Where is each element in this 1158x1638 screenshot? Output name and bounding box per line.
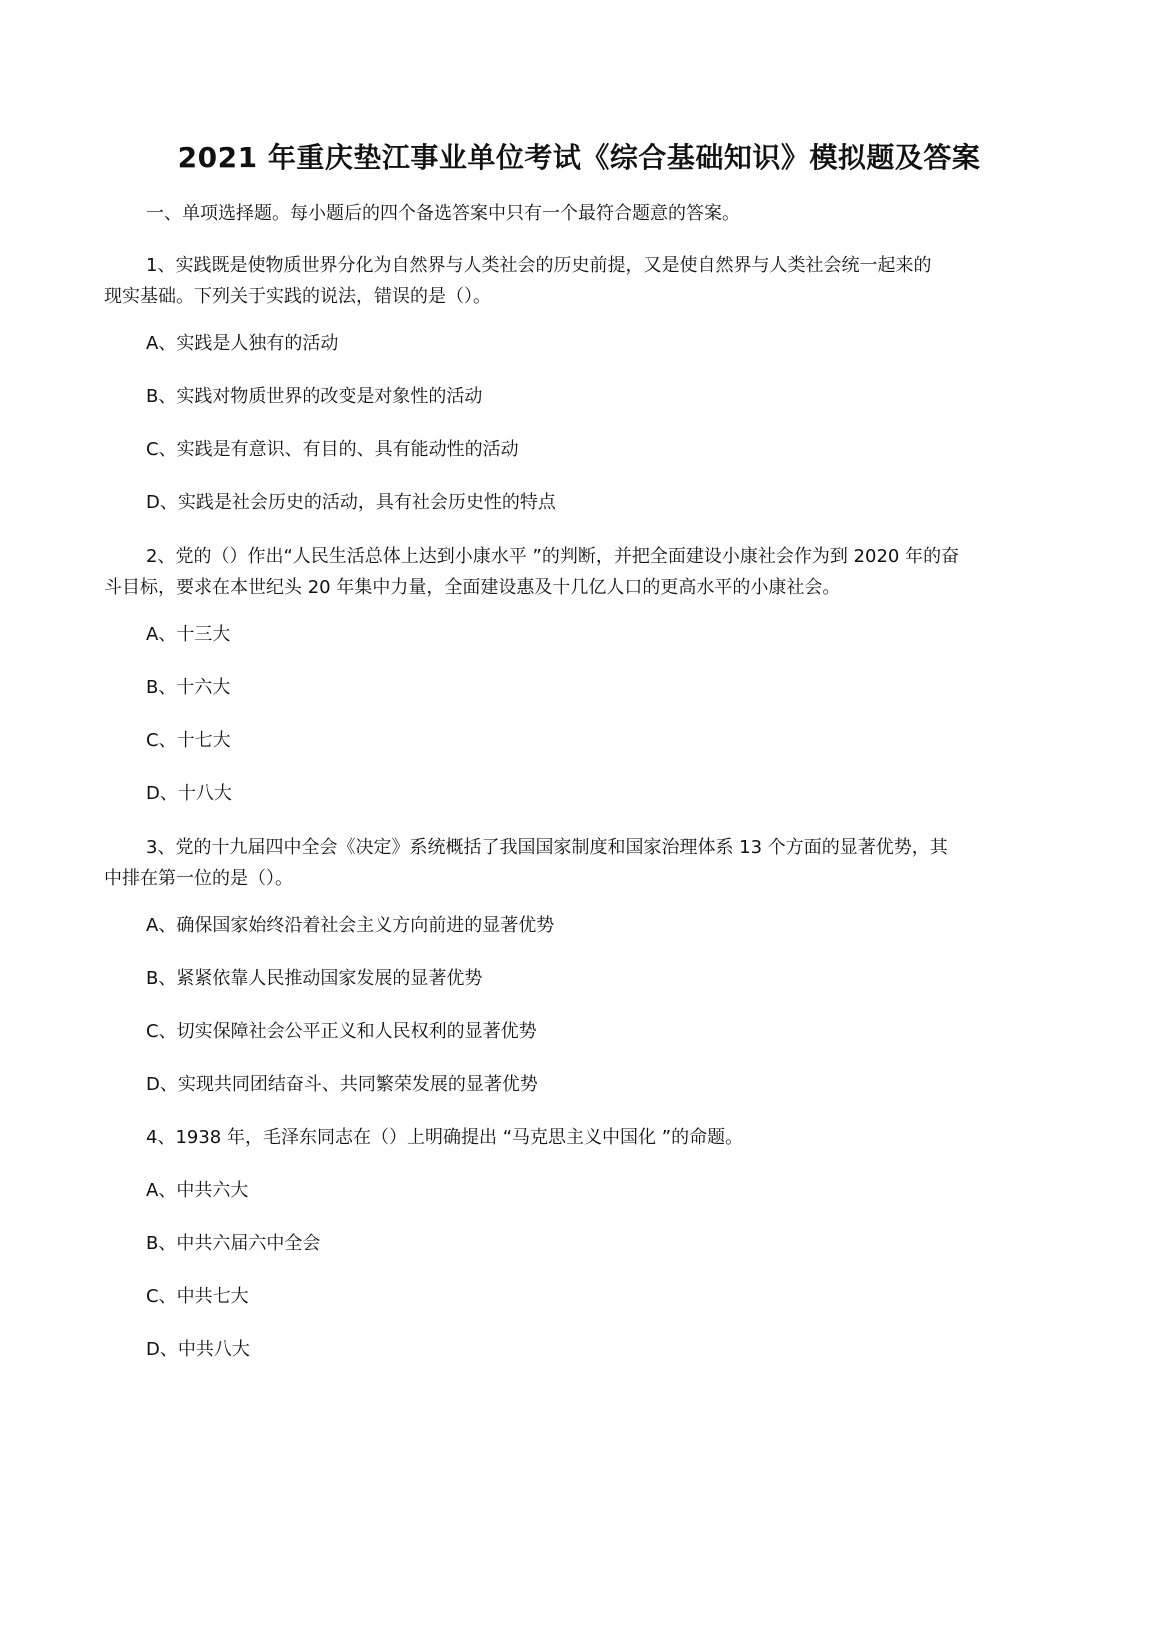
question-4-option-c: C、中共七大 bbox=[146, 1286, 249, 1307]
question-1-option-a: A、实践是人独有的活动 bbox=[146, 333, 339, 354]
question-3-line-2: 中排在第一位的是（）。 bbox=[104, 868, 293, 889]
question-2-option-a: A、十三大 bbox=[146, 624, 231, 645]
question-3-option-a: A、确保国家始终沿着社会主义方向前进的显著优势 bbox=[146, 915, 555, 936]
question-4-option-b: B、中共六届六中全会 bbox=[146, 1233, 321, 1254]
question-1-line-2: 现实基础。下列关于实践的说法，错误的是（）。 bbox=[104, 286, 491, 307]
question-2-option-c: C、十七大 bbox=[146, 730, 231, 751]
question-1-stem bbox=[104, 250, 1054, 312]
question-3-option-d: D、实现共同团结奋斗、共同繁荣发展的显著优势 bbox=[146, 1074, 538, 1095]
question-4-option-a: A、中共六大 bbox=[146, 1180, 249, 1201]
question-2-line-1: 2、党的（）作出“人民生活总体上达到小康水平 ”的判断，并把全面建设小康社会作为到 2020 年的奋 bbox=[146, 546, 960, 567]
question-4-option-d: D、中共八大 bbox=[146, 1339, 250, 1360]
question-2-option-d: D、十八大 bbox=[146, 783, 232, 804]
question-1-option-c: C、实践是有意识、有目的、具有能动性的活动 bbox=[146, 439, 519, 460]
document-title: 2021 年重庆垫江事业单位考试《综合基础知识》模拟题及答案 bbox=[177, 141, 981, 174]
question-2-line-2: 斗目标，要求在本世纪头 20 年集中力量，全面建设惠及十几亿人口的更高水平的小康社会。 bbox=[104, 577, 841, 598]
question-3-option-c: C、切实保障社会公平正义和人民权利的显著优势 bbox=[146, 1021, 537, 1042]
question-3-option-b: B、紧紧依靠人民推动国家发展的显著优势 bbox=[146, 968, 483, 989]
question-1-line-1: 1、实践既是使物质世界分化为自然界与人类社会的历史前提，又是使自然界与人类社会统一起来的 bbox=[146, 255, 932, 276]
question-2-stem bbox=[104, 541, 1054, 603]
question-1-option-b: B、实践对物质世界的改变是对象性的活动 bbox=[146, 386, 483, 407]
question-4-stem: 4、1938 年，毛泽东同志在（）上明确提出 “马克思主义中国化 ”的命题。 bbox=[146, 1127, 744, 1148]
question-3-line-1: 3、党的十九届四中全会《决定》系统概括了我国国家制度和国家治理体系 13 个方面的显著优势，其 bbox=[146, 837, 948, 858]
question-3-stem bbox=[104, 832, 1054, 894]
section-heading: 一、单项选择题。每小题后的四个备选答案中只有一个最符合题意的答案。 bbox=[146, 203, 740, 224]
question-1-option-d: D、实践是社会历史的活动，具有社会历史性的特点 bbox=[146, 492, 556, 513]
question-2-option-b: B、十六大 bbox=[146, 677, 231, 698]
